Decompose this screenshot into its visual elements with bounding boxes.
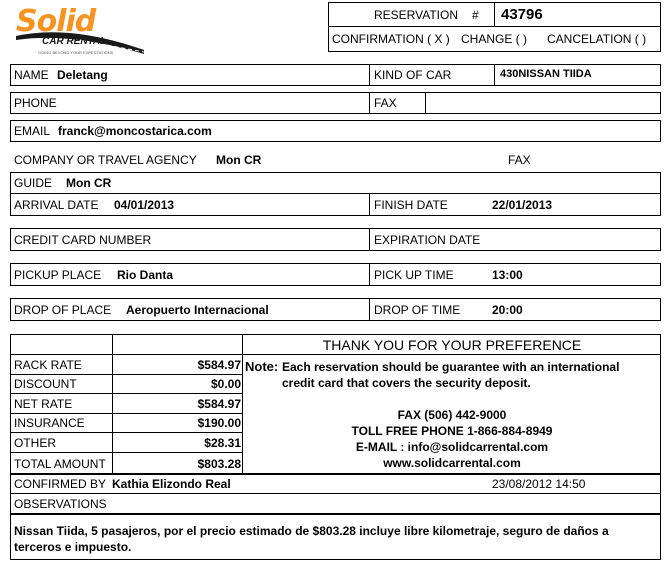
logo-brand: Solid bbox=[16, 4, 96, 39]
contact-email: E-MAIL : info@solidcarrental.com bbox=[355, 440, 549, 454]
observations-line-2: terceros e impuesto. bbox=[14, 540, 132, 554]
rate-value-insurance: $190.00 bbox=[197, 416, 241, 430]
rate-value-net: $584.97 bbox=[197, 397, 241, 411]
email-value: franck@moncostarica.com bbox=[58, 124, 212, 138]
drop-time-label: DROP OF TIME bbox=[374, 303, 461, 317]
phone-label: PHONE bbox=[14, 96, 57, 110]
phone-row bbox=[10, 92, 661, 114]
rate-value-other: $28.31 bbox=[204, 436, 241, 450]
drop-place-value: Aeropuerto Internacional bbox=[126, 303, 269, 317]
contact-fax: FAX (506) 442-9000 bbox=[397, 408, 507, 422]
note-line-2: credit card that covers the security deposit. bbox=[282, 376, 531, 390]
guide-label: GUIDE bbox=[14, 176, 53, 190]
company-label: COMPANY OR TRAVEL AGENCY bbox=[14, 153, 197, 167]
name-value: Deletang bbox=[57, 68, 108, 82]
observations-label: OBSERVATIONS bbox=[14, 497, 107, 511]
pickup-place-label: PICKUP PLACE bbox=[14, 268, 102, 282]
credit-card-label: CREDIT CARD NUMBER bbox=[14, 233, 152, 247]
company-fax-label: FAX bbox=[508, 153, 531, 167]
pickup-place-value: Rio Danta bbox=[117, 268, 174, 282]
rate-value-rack: $584.97 bbox=[197, 358, 241, 372]
change-status: CHANGE ( ) bbox=[461, 32, 527, 46]
reservation-number: 43796 bbox=[501, 6, 543, 23]
rate-label-other: OTHER bbox=[14, 436, 56, 450]
thank-you-heading: THANK YOU FOR YOUR PREFERENCE bbox=[322, 337, 582, 353]
fax-label: FAX bbox=[374, 96, 397, 110]
pickup-time-label: PICK UP TIME bbox=[374, 268, 454, 282]
rate-value-discount: $0.00 bbox=[210, 377, 241, 391]
kind-of-car-label: KIND OF CAR bbox=[374, 68, 452, 82]
confirmed-by-label: CONFIRMED BY bbox=[14, 477, 107, 491]
arrival-date-value: 04/01/2013 bbox=[114, 198, 175, 212]
logo-tagline: GOING BEYOND YOUR EXPECTATIONS bbox=[38, 50, 114, 55]
confirmed-datetime: 23/08/2012 14:50 bbox=[492, 477, 586, 491]
contact-toll-free: TOLL FREE PHONE 1-866-884-8949 bbox=[351, 424, 553, 438]
drop-time-value: 20:00 bbox=[492, 303, 523, 317]
email-label: EMAIL bbox=[14, 124, 51, 138]
finish-date-value: 22/01/2013 bbox=[492, 198, 553, 212]
reservation-hash: # bbox=[472, 8, 479, 22]
name-label: NAME bbox=[14, 68, 49, 82]
drop-place-label: DROP OF PLACE bbox=[14, 303, 112, 317]
rate-value-total: $803.28 bbox=[197, 457, 241, 471]
confirmation-status: CONFIRMATION ( X ) bbox=[332, 32, 450, 46]
company-value: Mon CR bbox=[216, 153, 262, 167]
arrival-date-label: ARRIVAL DATE bbox=[14, 198, 99, 212]
rate-label-rack: RACK RATE bbox=[14, 358, 82, 372]
note-line-1: Each reservation should be guarantee with an international bbox=[282, 360, 620, 374]
rate-label-total: TOTAL AMOUNT bbox=[14, 457, 106, 471]
expiration-date-label: EXPIRATION DATE bbox=[374, 233, 481, 247]
company-logo bbox=[10, 6, 150, 58]
cancelation-status: CANCELATION ( ) bbox=[547, 32, 647, 46]
observations-line-1: Nissan Tiida, 5 pasajeros, por el precio estimado de $803.28 incluye libre kilometraje, seguro de daños a bbox=[14, 524, 609, 538]
rate-label-insurance: INSURANCE bbox=[14, 416, 85, 430]
rate-label-discount: DISCOUNT bbox=[14, 377, 77, 391]
finish-date-label: FINISH DATE bbox=[374, 198, 448, 212]
guide-value: Mon CR bbox=[66, 176, 112, 190]
logo-subtitle: CAR RENTAL bbox=[42, 36, 107, 47]
note-prefix: Note: bbox=[245, 359, 279, 374]
pickup-time-value: 13:00 bbox=[492, 268, 523, 282]
contact-website: www.solidcarrental.com bbox=[383, 456, 521, 470]
rate-label-net: NET RATE bbox=[14, 397, 73, 411]
kind-of-car-value: 430NISSAN TIIDA bbox=[500, 68, 592, 80]
confirmed-by-value: Kathia Elizondo Real bbox=[112, 477, 231, 491]
pickup-row bbox=[10, 263, 661, 286]
reservation-label: RESERVATION bbox=[374, 8, 459, 22]
